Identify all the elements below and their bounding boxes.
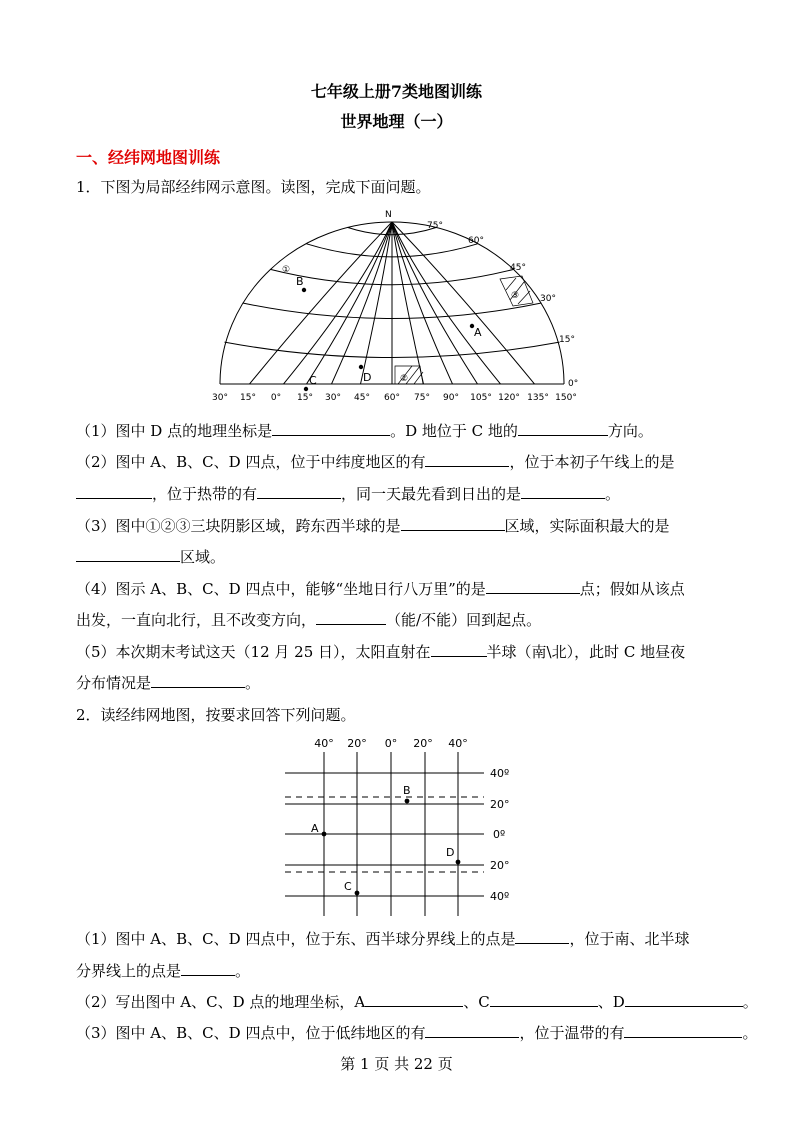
grid-point-c-marker: [355, 891, 360, 896]
point-b-label: B: [296, 275, 304, 288]
lon-label: 40°: [314, 737, 334, 750]
question-1-part-1: （1）图中 D 点的地理坐标是 。D 地位于 C 地的 方向。: [76, 422, 653, 440]
question-1-part-2-cont: ，位于热带的有 ，同一天最先看到日出的是 。: [76, 483, 620, 505]
point-d-marker: [359, 365, 363, 369]
question-2-part-1: （1）图中 A、B、C、D 四点中，位于东、西半球分界线上的点是 ，位于南、北半球: [76, 930, 690, 948]
answer-blank[interactable]: [486, 578, 580, 594]
lon-label: 150°: [555, 393, 577, 403]
answer-blank[interactable]: [272, 420, 390, 436]
grid-point-b-marker: [405, 799, 410, 804]
grid-map: [280, 732, 520, 922]
lat-label: 40º: [490, 890, 510, 903]
point-b-marker: [302, 288, 306, 292]
lon-label: 75°: [414, 393, 430, 403]
lon-label: 0°: [384, 737, 398, 750]
question-1-part-4: （4）图示 A、B、C、D 四点中，能够“坐地日行八万里”的是 点；假如从该点: [76, 580, 685, 598]
lon-label: 15°: [297, 393, 313, 403]
lat-label: 0º: [493, 828, 506, 841]
answer-blank[interactable]: [518, 420, 608, 436]
point-a-label: A: [474, 326, 482, 339]
grid-point-a-label: A: [311, 822, 319, 835]
question-2-stem: 2．读经纬网地图，按要求回答下列问题。: [76, 706, 356, 724]
grid-point-b-label: B: [403, 784, 411, 797]
lon-label: 60°: [384, 393, 400, 403]
lon-label: 30°: [325, 393, 341, 403]
question-1-part-5-cont: 分布情况是 。: [76, 674, 261, 692]
answer-blank[interactable]: [76, 546, 180, 562]
graticule-map: [200, 206, 590, 404]
question-1-part-5: （5）本次期末考试这天（12 月 25 日），太阳直射在 半球（南\北），此时 C 地昼夜: [76, 643, 686, 661]
point-d-label: D: [363, 371, 372, 384]
answer-blank[interactable]: [425, 451, 509, 467]
answer-blank[interactable]: [521, 483, 605, 499]
lon-label: 0°: [270, 393, 282, 403]
lon-label: 15°: [240, 393, 256, 403]
question-2-part-3: （3）图中 A、B、C、D 四点中，位于低纬地区的有 ，位于温带的有 。: [76, 1024, 758, 1042]
lat-label: 60°: [468, 236, 484, 246]
question-2-part-2: （2）写出图中 A、C、D 点的地理坐标，A 、C 、D 。: [76, 993, 758, 1011]
lon-label: 120°: [498, 393, 520, 403]
north-label: N: [385, 210, 392, 220]
answer-blank[interactable]: [316, 609, 386, 625]
grid-point-a-marker: [322, 832, 327, 837]
answer-blank[interactable]: [257, 483, 341, 499]
answer-blank[interactable]: [76, 483, 152, 499]
lat-label: 20°: [490, 798, 510, 811]
answer-blank[interactable]: [431, 641, 487, 657]
lon-label: 135°: [527, 393, 549, 403]
page-footer: 第 1 页 共 22 页: [340, 1055, 453, 1073]
question-1-stem: 1．下图为局部经纬网示意图。读图，完成下面问题。: [76, 178, 431, 196]
answer-blank[interactable]: [181, 960, 235, 976]
grid-point-d-marker: [456, 860, 461, 865]
answer-blank[interactable]: [490, 991, 598, 1007]
lat-label: 20°: [490, 859, 510, 872]
lat-label: 30°: [540, 294, 556, 304]
answer-blank[interactable]: [151, 672, 245, 688]
lon-label: 105°: [470, 393, 492, 403]
region-2-label: ②: [400, 374, 409, 384]
point-c-marker: [304, 387, 308, 391]
lat-label: 0°: [568, 379, 579, 389]
page-title: 七年级上册7类地图训练: [310, 82, 483, 101]
answer-blank[interactable]: [515, 928, 569, 944]
page-subtitle: 世界地理（一）: [340, 112, 453, 131]
answer-blank[interactable]: [625, 991, 743, 1007]
lon-label: 90°: [443, 393, 459, 403]
lon-label: 30°: [212, 393, 228, 403]
region-1-label: ①: [282, 265, 291, 275]
lat-label: 15°: [559, 335, 575, 345]
lat-label: 75°: [427, 221, 443, 231]
question-2-part-1-cont: 分界线上的点是 。: [76, 962, 251, 980]
grid-point-d-label: D: [446, 846, 455, 859]
grid-point-c-label: C: [344, 880, 352, 893]
question-1-part-3: （3）图中①②③三块阴影区域，跨东西半球的是 区域，实际面积最大的是: [76, 517, 670, 535]
lat-label: 40º: [490, 767, 510, 780]
question-1-part-2: （2）图中 A、B、C、D 四点，位于中纬度地区的有 ，位于本初子午线上的是: [76, 453, 675, 471]
answer-blank[interactable]: [401, 515, 505, 531]
answer-blank[interactable]: [425, 1022, 519, 1038]
lon-label: 40°: [448, 737, 468, 750]
lat-label: 45°: [510, 263, 526, 273]
lon-label: 20°: [347, 737, 367, 750]
section-heading: 一、经纬网地图训练: [76, 148, 221, 167]
point-c-label: C: [309, 374, 317, 387]
question-1-part-3-cont: 区域。: [76, 546, 225, 568]
answer-blank[interactable]: [365, 991, 463, 1007]
answer-blank[interactable]: [624, 1022, 742, 1038]
region-3-label: ③: [511, 291, 520, 301]
lon-label: 45°: [354, 393, 370, 403]
question-1-part-4-cont: 出发，一直向北行，且不改变方向， （能/不能）回到起点。: [76, 611, 542, 629]
lon-label: 20°: [413, 737, 433, 750]
